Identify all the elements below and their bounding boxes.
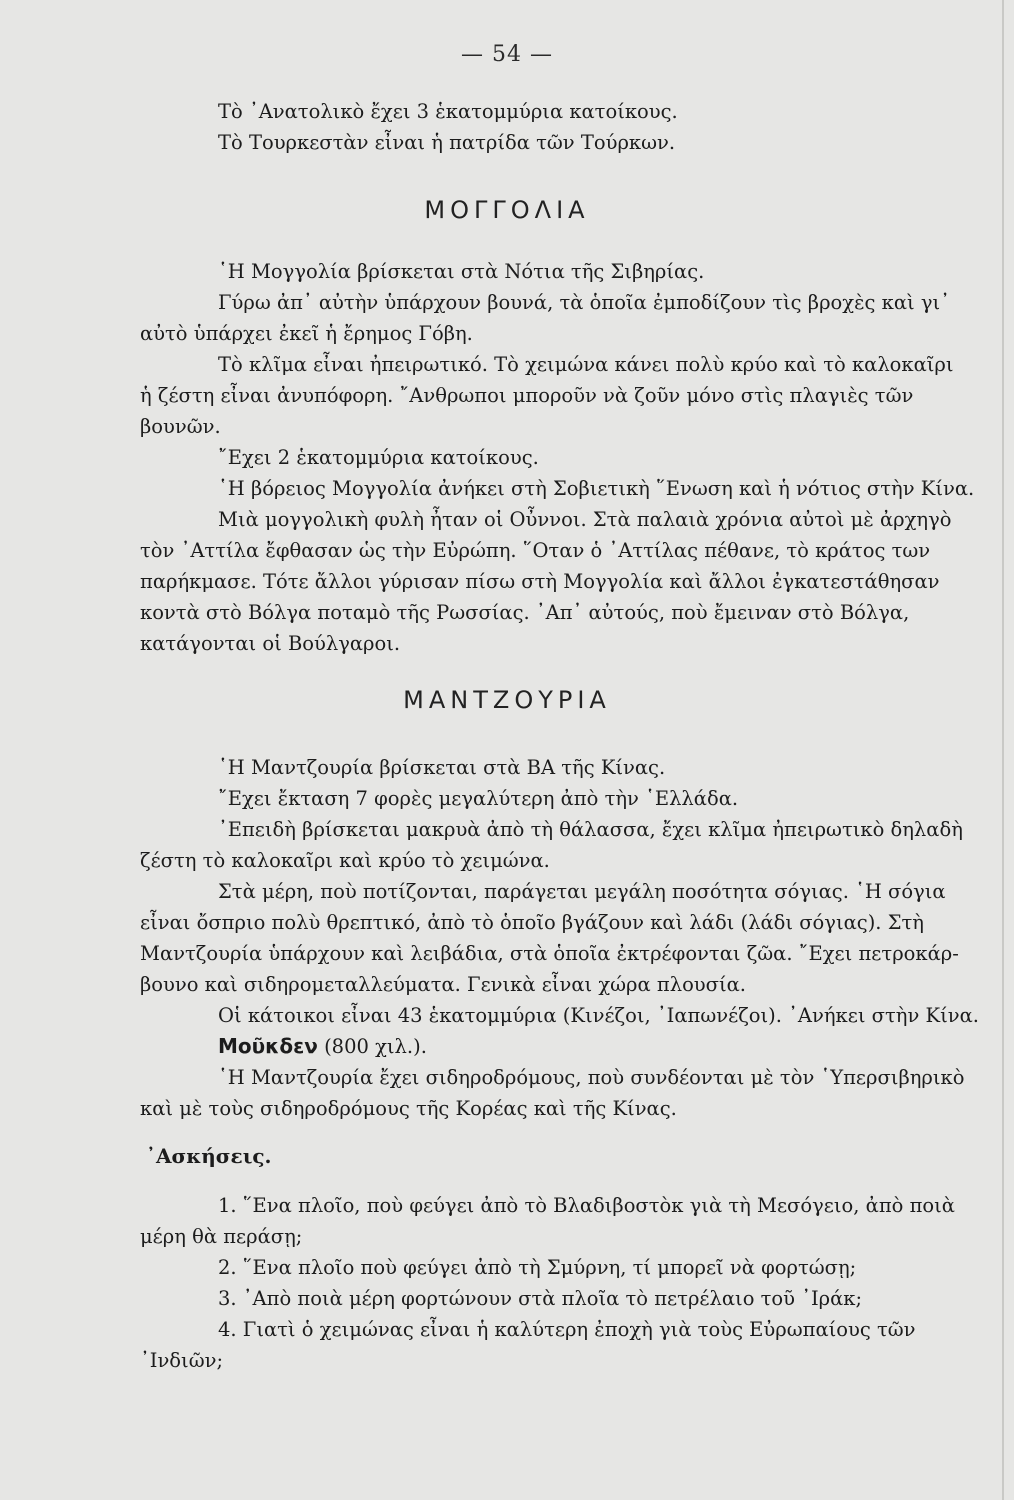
- text-line: κατάγονται οἱ Βούλγαροι.: [140, 632, 401, 655]
- text-line: Τὸ κλῖμα εἶναι ἠπειρωτικό. Τὸ χειμώνα κάνει πολὺ κρύο καὶ τὸ καλοκαῖρι: [218, 353, 954, 376]
- exercise-item: 3. ᾿Απὸ ποιὰ μέρη φορτώνουν στὰ πλοῖα τὸ πετρέλαιο τοῦ ᾿Ιράκ;: [218, 1287, 863, 1310]
- text-line: ἡ ζέστη εἶναι ἀνυπόφορη. ῎Ανθρωποι μποροῦν νὰ ζοῦν μόνο στὶς πλαγιὲς τῶν: [140, 384, 914, 407]
- text-line: ῾Η Μογγολία βρίσκεται στὰ Νότια τῆς Σιβηρίας.: [218, 260, 705, 283]
- text-line: Μαντζουρία ὑπάρχουν καὶ λειβάδια, στὰ ὁποῖα ἐκτρέφονται ζῶα. ῎Εχει πετροκάρ-: [140, 942, 959, 965]
- exercise-item: 4. Γιατὶ ὁ χειμώνας εἶναι ἡ καλύτερη ἐποχὴ γιὰ τοὺς Εὐρωπαίους τῶν: [218, 1318, 916, 1341]
- exercises-list: [140, 1190, 1006, 1376]
- text-line: Τὸ ᾿Ανατολικὸ ἔχει 3 ἑκατομμύρια κατοίκους.: [218, 100, 678, 123]
- text-line: αὐτὸ ὑπάρχει ἐκεῖ ἡ ἔρημος Γόβη.: [140, 322, 473, 345]
- text-line: τὸν ᾿Αττίλα ἔφθασαν ὡς τὴν Εὐρώπη. ῞Οταν ὁ ᾿Αττίλας πέθανε, τὸ κράτος των: [140, 539, 931, 562]
- text-line: ζέστη τὸ καλοκαῖρι καὶ κρύο τὸ χειμώνα.: [140, 849, 550, 872]
- text-line: καὶ μὲ τοὺς σιδηροδρόμους τῆς Κορέας καὶ τῆς Κίνας.: [140, 1097, 677, 1120]
- section-heading-mongolia: ΜΟΓΓΟΛΙΑ: [424, 196, 590, 224]
- city-population: (800 χιλ.).: [324, 1035, 427, 1058]
- text-line: ῾Η Μαντζουρία ἔχει σιδηροδρόμους, ποὺ συνδέονται μὲ τὸν ῾Υπερσιβηρικὸ: [218, 1066, 965, 1089]
- text-line: ᾿Ινδιῶν;: [140, 1349, 224, 1372]
- text-line: [140, 1031, 1006, 1062]
- text-line: ῎Εχει 2 ἑκατομμύρια κατοίκους.: [218, 446, 539, 469]
- text-line: βουνῶν.: [140, 415, 221, 438]
- text-line: Τὸ Τουρκεστὰν εἶναι ἡ πατρίδα τῶν Τούρκων.: [218, 131, 676, 154]
- text-line: μέρη θὰ περάσῃ;: [140, 1225, 303, 1248]
- intro-paragraph: [140, 96, 1006, 158]
- text-line: ῎Εχει ἔκταση 7 φορὲς μεγαλύτερη ἀπὸ τὴν ῾Ελλάδα.: [218, 787, 739, 810]
- mongolia-text: [140, 256, 1006, 659]
- text-line: παρήκμασε. Τότε ἄλλοι γύρισαν πίσω στὴ Μογγολία καὶ ἄλλοι ἐγκατεστάθησαν: [140, 570, 940, 593]
- text-line: ᾿Επειδὴ βρίσκεται μακρυὰ ἀπὸ τὴ θάλασσα, ἔχει κλῖμα ἠπειρωτικὸ δηλαδὴ: [218, 818, 963, 841]
- exercise-item: 2. ῞Ενα πλοῖο ποὺ φεύγει ἀπὸ τὴ Σμύρνη, τί μπορεῖ νὰ φορτώσῃ;: [218, 1256, 857, 1279]
- text-line: Γύρω ἀπ᾿ αὐτὴν ὑπάρχουν βουνά, τὰ ὁποῖα ἐμποδίζουν τὶς βροχὲς καὶ γι᾿: [218, 291, 950, 314]
- city-name-mukden: Μοῦκδεν: [218, 1034, 318, 1058]
- text-line: Στὰ μέρη, ποὺ ποτίζονται, παράγεται μεγάλη ποσότητα σόγιας. ῾Η σόγια: [218, 880, 946, 903]
- text-line: βουνο καὶ σιδηρομεταλλεύματα. Γενικὰ εἶναι χώρα πλουσία.: [140, 973, 746, 996]
- text-line: Μιὰ μογγολικὴ φυλὴ ἦταν οἱ Οὖννοι. Στὰ παλαιὰ χρόνια αὐτοὶ μὲ ἀρχηγὸ: [218, 508, 952, 531]
- text-line: εἶναι ὄσπριο πολὺ θρεπτικό, ἀπὸ τὸ ὁποῖο βγάζουν καὶ λάδι (λάδι σόγιας). Στὴ: [140, 911, 924, 934]
- text-line: κοντὰ στὸ Βόλγα ποταμὸ τῆς Ρωσσίας. ᾿Απ᾿ αὐτούς, ποὺ ἔμειναν στὸ Βόλγα,: [140, 601, 910, 624]
- exercise-item: 1. ῞Ενα πλοῖο, ποὺ φεύγει ἀπὸ τὸ Βλαδιβοστὸκ γιὰ τὴ Μεσόγειο, ἀπὸ ποιὰ: [218, 1194, 955, 1217]
- manchuria-text: [140, 752, 1006, 1124]
- section-heading-manchuria: ΜΑΝΤΖΟΥΡΙΑ: [403, 686, 611, 714]
- page-number: — 54 —: [461, 42, 553, 67]
- text-line: Οἱ κάτοικοι εἶναι 43 ἑκατομμύρια (Κινέζοι, ᾿Ιαπωνέζοι). ᾿Ανήκει στὴν Κίνα.: [218, 1004, 979, 1027]
- text-line: ῾Η Μαντζουρία βρίσκεται στὰ ΒΑ τῆς Κίνας.: [218, 756, 666, 779]
- text-line: ῾Η βόρειος Μογγολία ἀνήκει στὴ Σοβιετικὴ ῞Ενωση καὶ ἡ νότιος στὴν Κίνα.: [218, 477, 975, 500]
- exercises-heading: ᾿Ασκήσεις.: [146, 1144, 272, 1168]
